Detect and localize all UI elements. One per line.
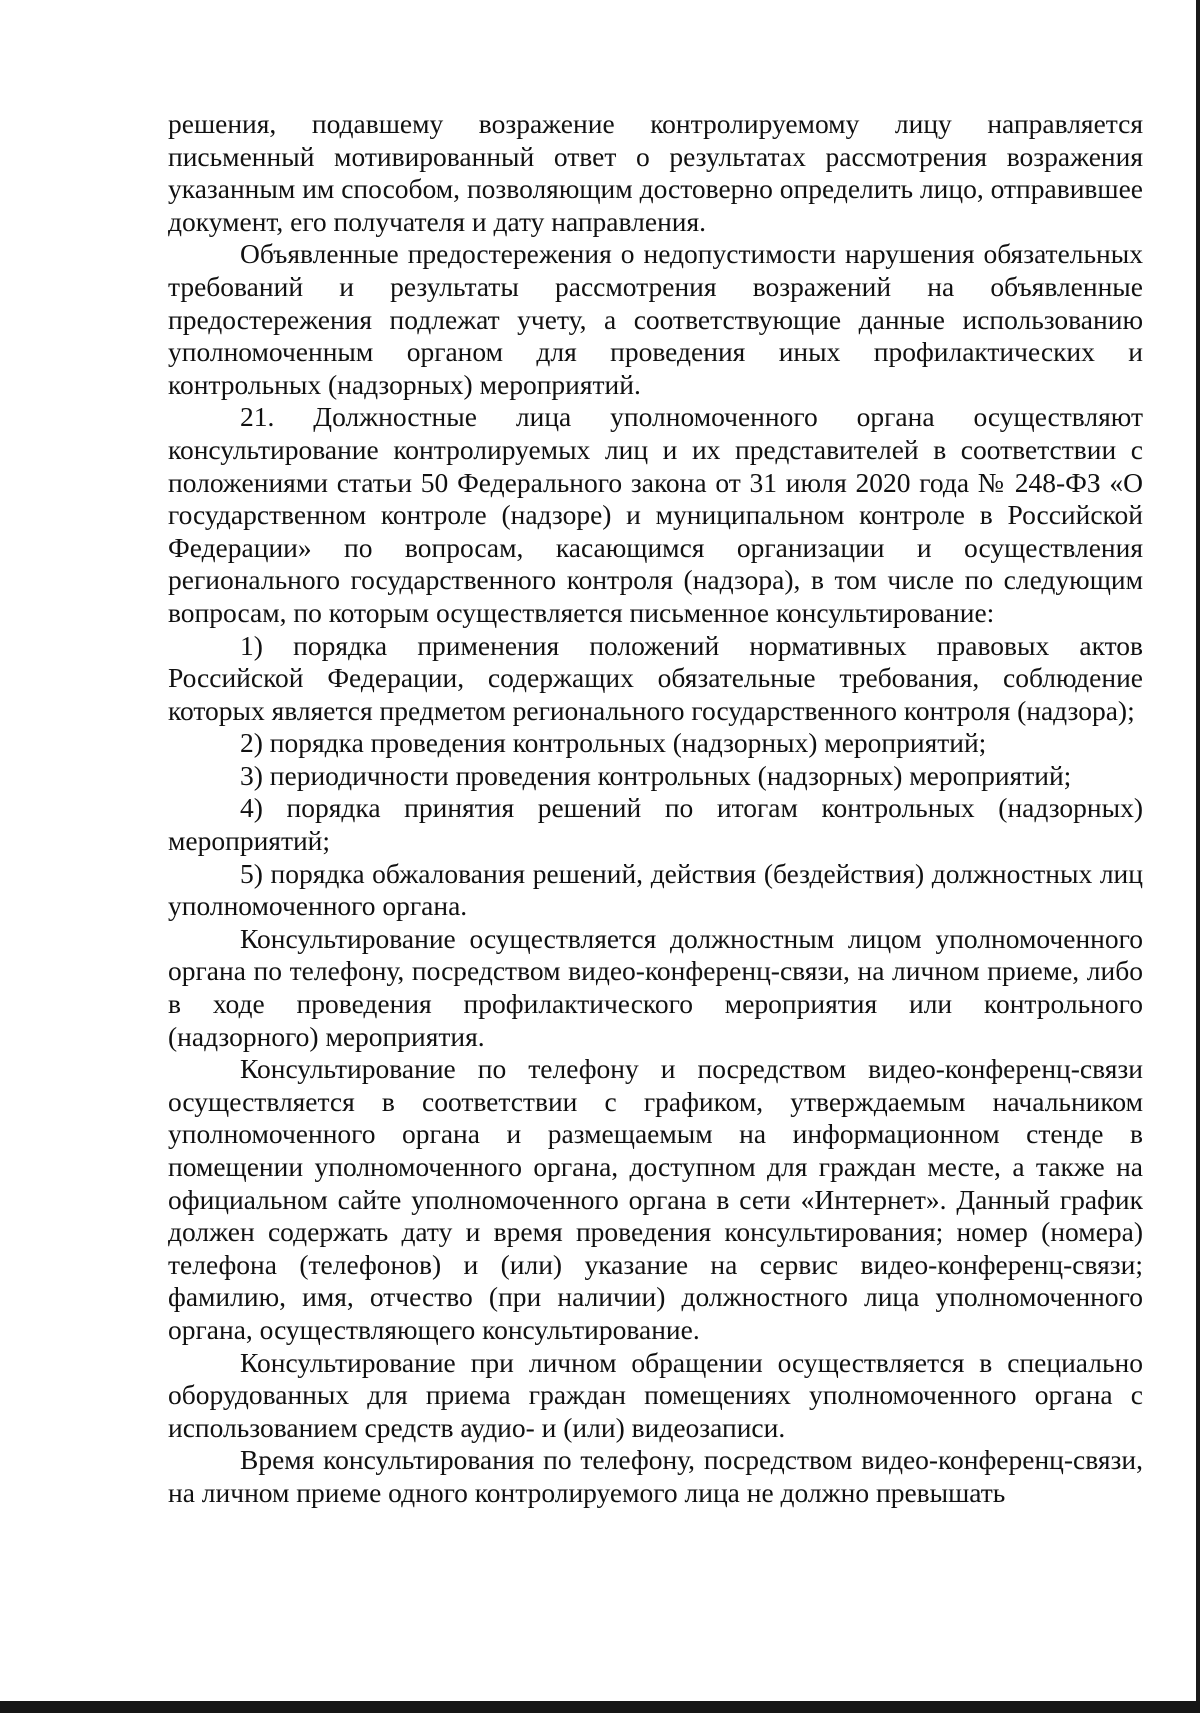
list-item-3: 3) периодичности проведения контрольных (надзорных) мероприятий; [240,759,1072,791]
document-body [168,108,1143,1510]
paragraph-warnings-accounting: Объявленные предостережения о недопустимости нарушения обязательных требований и результаты рассмотрения возражений на объявленные предостережения подлежат учету, а соответствующие данные использованию уполномоченным органом для проведения иных профилактических и контрольных (надзорных) мероприятий. [168,238,1143,400]
paragraph-continuation: решения, подавшему возражение контролируемому лицу направляется письменный мотивированный ответ о результатах рассмотрения возражения указанным им способом, позволяющим достоверно определить лицо, отправившее документ, его получателя и дату направления. [168,108,1143,237]
scan-right-border [1196,0,1200,1713]
list-item-5: 5) порядка обжалования решений, действия (бездействия) должностных лиц уполномоченного органа. [168,857,1143,922]
list-item-4: 4) порядка принятия решений по итогам контрольных (надзорных) мероприятий; [168,792,1143,857]
paragraph-personal-consulting: Консультирование при личном обращении осуществляется в специально оборудованных для приема граждан помещениях уполномоченного органа с использованием средств аудио- и (или) видеозаписи. [168,1346,1143,1443]
list-item-2: 2) порядка проведения контрольных (надзорных) мероприятий; [240,727,987,759]
paragraph-clause-21: 21. Должностные лица уполномоченного органа осуществляют консультирование контролируемых лиц и их представителей в соответствии с положениями статьи 50 Федерального закона от 31 июля 2020 года № 248-ФЗ «О государственном контроле (надзоре) и муниципальном контроле в Российской Федерации» по вопросам, касающимся организации и осуществления регионального государственного контроля (надзора), в том числе по следующим вопросам, по которым осуществляется письменное консультирование: [168,401,1143,628]
list-item-1: 1) порядка применения положений нормативных правовых актов Российской Федерации, содержащих обязательные требования, соблюдение которых является предметом регионального государственного контроля (надзора); [168,629,1143,726]
paragraph-consulting-methods: Консультирование осуществляется должностным лицом уполномоченного органа по телефону, посредством видео-конференц-связи, на личном приеме, либо в ходе проведения профилактического мероприятия или контрольного (надзорного) мероприятия. [168,922,1143,1052]
scan-bottom-border [0,1701,1200,1713]
paragraph-consulting-schedule: Консультирование по телефону и посредством видео-конференц-связи осуществляется в соответствии с графиком, утверждаемым начальником уполномоченного органа и размещаемым на информационном стенде в помещении уполномоченного органа, доступном для граждан месте, а также на официальном сайте уполномоченного органа в сети «Интернет». Данный график должен содержать дату и время проведения консультирования; номер (номера) телефона (телефонов) и (или) указание на сервис видео-конференц-связи; фамилию, имя, отчество (при наличии) должностного лица уполномоченного органа, осуществляющего консультирование. [168,1053,1143,1345]
paragraph-consulting-time: Время консультирования по телефону, посредством видео-конференц-связи, на личном приеме одного контролируемого лица не должно превышать [168,1444,1143,1508]
